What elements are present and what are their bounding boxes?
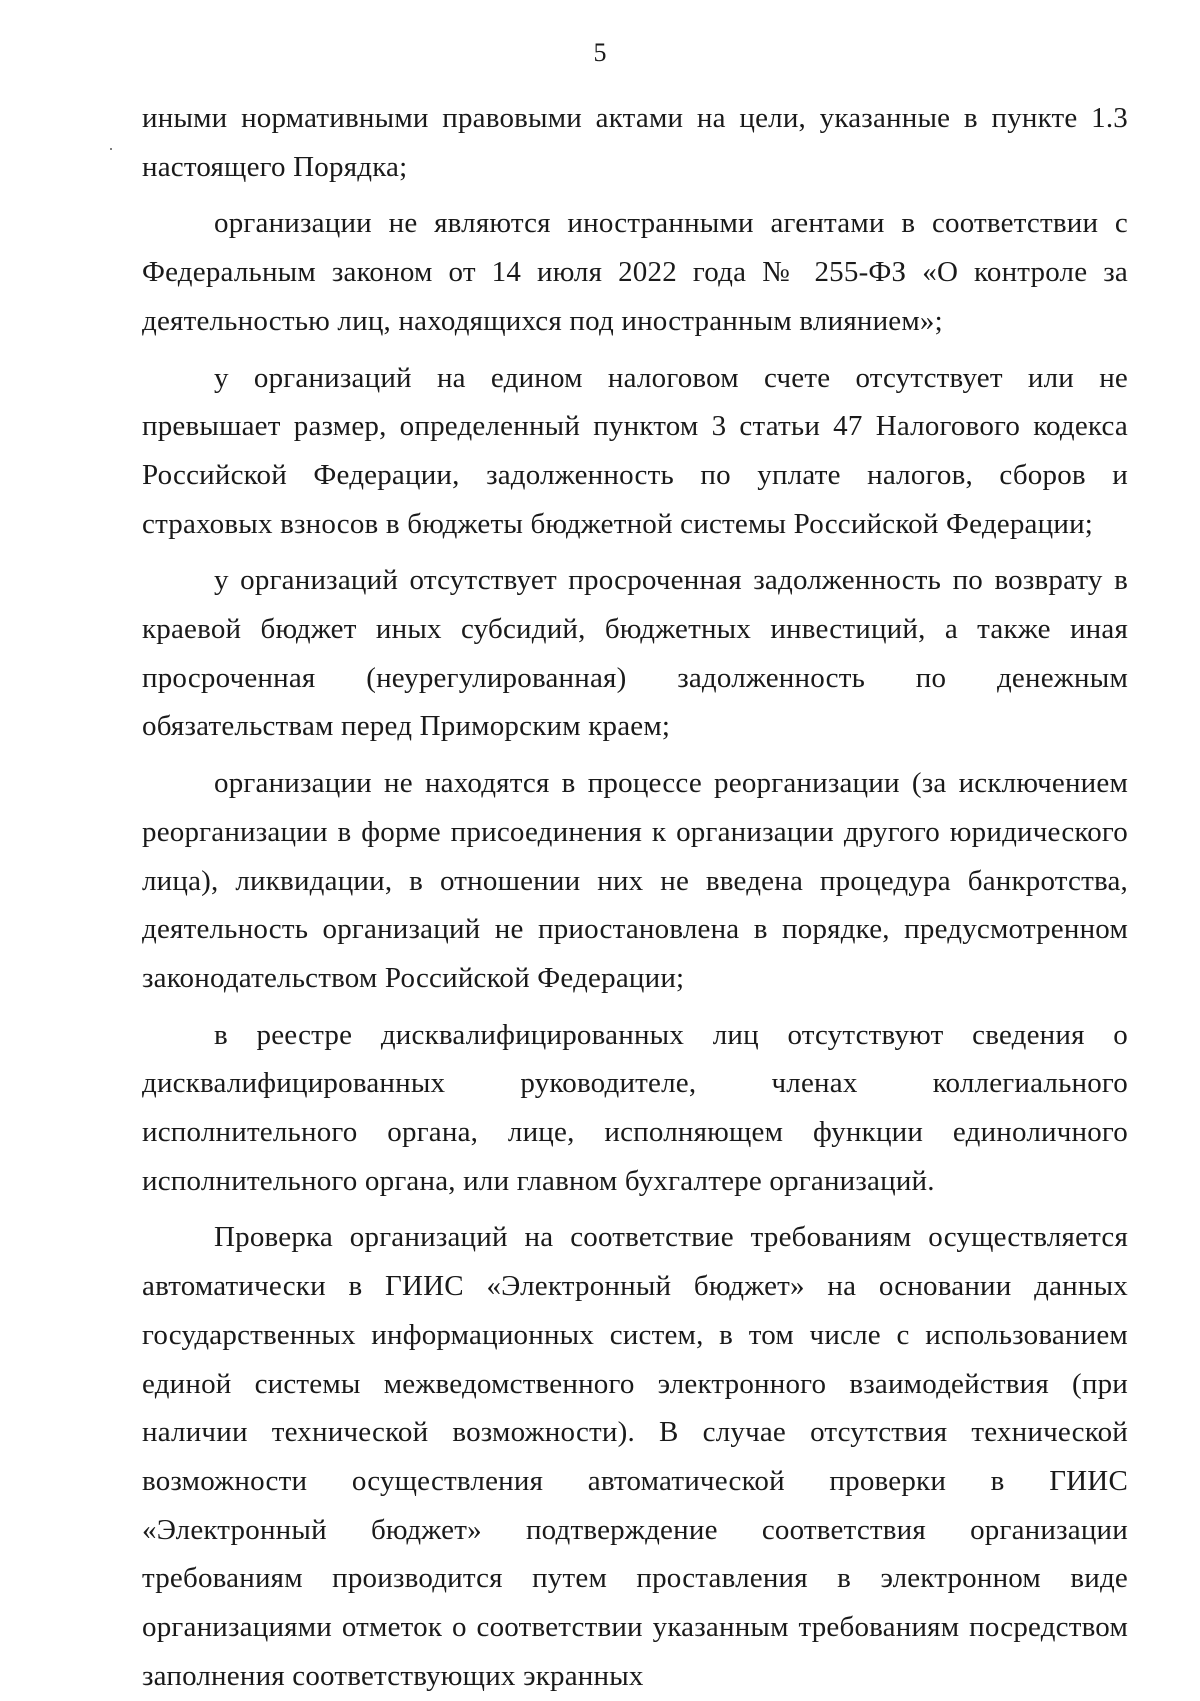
paragraph-3: у организаций на едином налоговом счете отсутствует или не превышает размер, определенный пунктом 3 статьи 47 Налогового кодекса Российской Федерации, задолженность по уплате налогов, сборов и страховых взносов в бюджеты бюджетной системы Российской Федерации; bbox=[142, 361, 1128, 540]
paragraph-2: организации не являются иностранными агентами в соответствии с Федеральным законом от 14 июля 2022 года № 255-ФЗ «О контроле за деятельностью лиц, находящихся под иностранным влиянием»; bbox=[142, 207, 1128, 337]
document-body bbox=[142, 94, 1128, 1701]
paragraph-5: организации не находятся в процессе реорганизации (за исключением реорганизации в форме присоединения к организации другого юридического лица), ликвидации, в отношении них не введена процедура банкротства, деятельность организаций не приостановлена в порядке, предусмотренном законодательством Российской Федерации; bbox=[142, 767, 1128, 994]
paragraph-7: Проверка организаций на соответствие требованиям осуществляется автоматически в ГИИС «Электронный бюджет» на основании данных государственных информационных систем, в том числе с использованием единой системы межведомственного электронного взаимодействия (при наличии технической возможности). В случае отсутствия технической возможности осуществления автоматической проверки в ГИИС «Электронный бюджет» подтверждение соответствия организации требованиям производится путем проставления в электронном виде организациями отметок о соответствии указанным требованиям посредством заполнения соответствующих экранных bbox=[142, 1221, 1128, 1692]
page-number: 5 bbox=[593, 38, 607, 67]
margin-mark bbox=[110, 148, 112, 150]
paragraph-4: у организаций отсутствует просроченная задолженность по возврату в краевой бюджет иных субсидий, бюджетных инвестиций, а также иная просроченная (неурегулированная) задолженность по денежным обязательствам перед Приморским краем; bbox=[142, 564, 1128, 743]
paragraph-1: иными нормативными правовыми актами на цели, указанные в пункте 1.3 настоящего Порядка; bbox=[142, 102, 1128, 183]
paragraph-6: в реестре дисквалифицированных лиц отсутствуют сведения о дисквалифицированных руководителе, членах коллегиального исполнительного органа, лице, исполняющем функции единоличного исполнительного органа, или главном бухгалтере организаций. bbox=[142, 1018, 1128, 1197]
